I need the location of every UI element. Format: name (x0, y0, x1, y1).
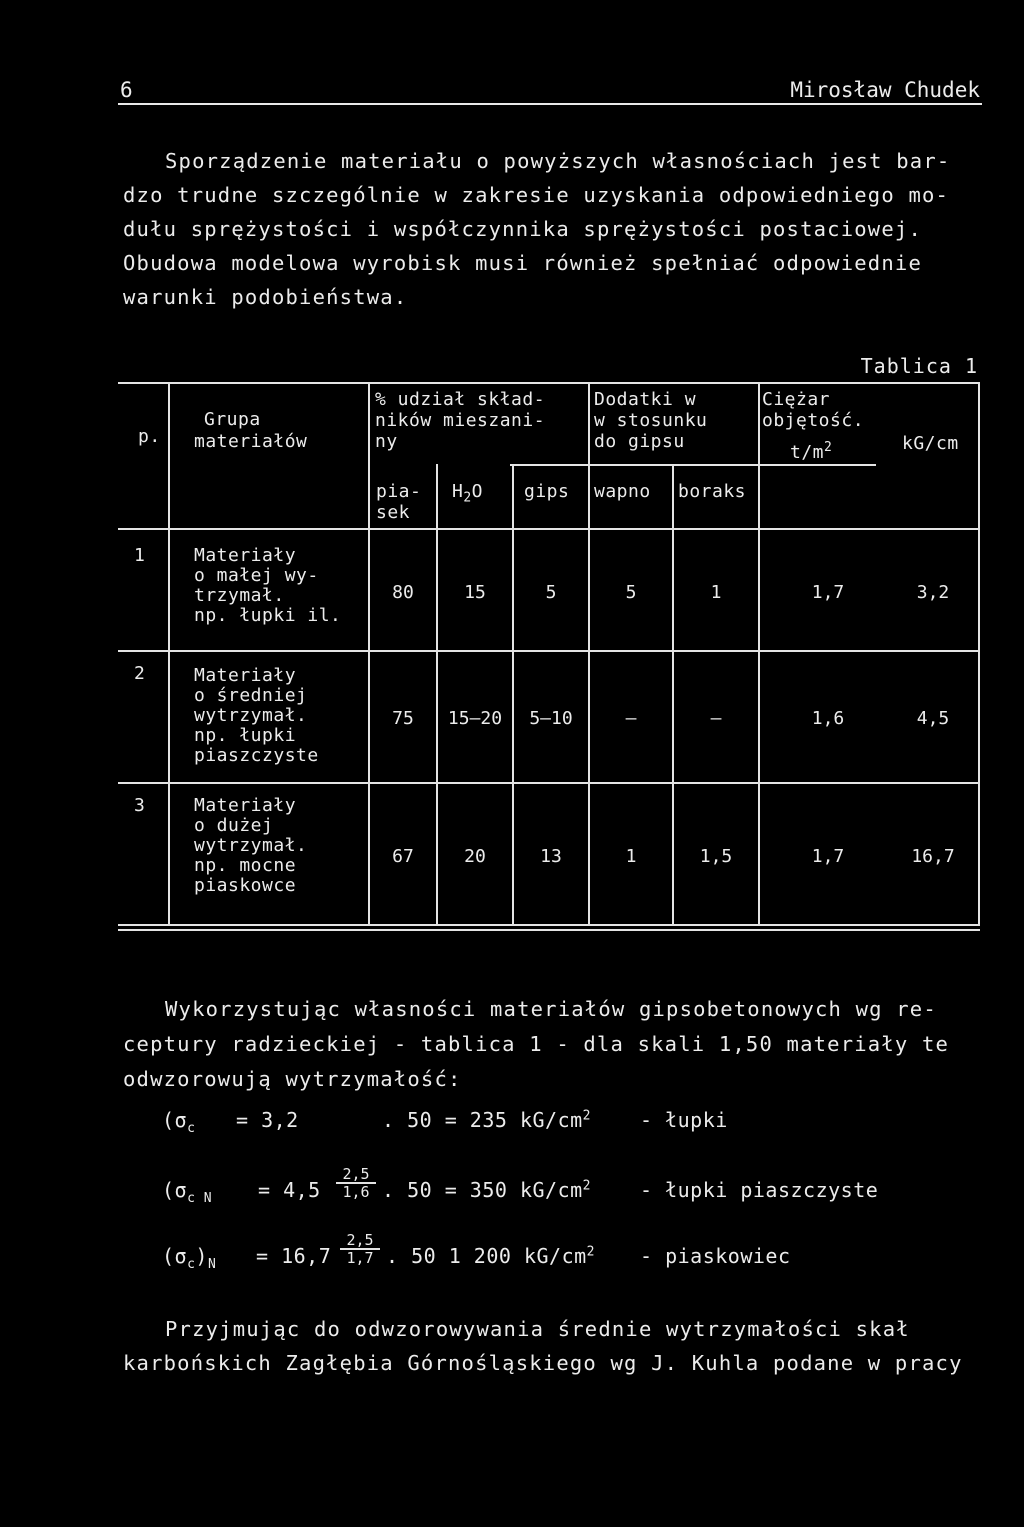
subheader-water: $H_2O$ (452, 481, 484, 506)
row-group: Materiały (194, 795, 297, 816)
subheader-lime: wapno (594, 481, 651, 502)
paragraph-line: ceptury radzieckiej - tablica 1 - dla skali 1,50 materiały te (123, 1032, 950, 1056)
cell-sand: 67 (392, 846, 414, 867)
paragraph-line: Sporządzenie materiału o powyższych własnościach jest bar- (165, 149, 951, 173)
row-group: wytrzymał. (194, 835, 308, 856)
header-weight-unit: $t/m^2$ (790, 440, 833, 463)
header-additives: w stosunku (594, 410, 708, 431)
header-additives: do gipsu (594, 431, 685, 452)
row-group: piaszczyste (194, 745, 319, 766)
equation-lhs: ($\sigma_{c N}$ (162, 1178, 213, 1206)
header-weight-unit: kG/cm (902, 433, 959, 454)
header-lp: p. (138, 426, 161, 447)
paragraph-line: dułu sprężystości i współczynnika sprężystości postaciowej. (123, 217, 922, 241)
equation-result: . 50 1 200 $kG/cm^2$ (386, 1244, 595, 1268)
page-number: 6 (120, 78, 133, 102)
row-group: Materiały (194, 545, 297, 566)
paragraph-line: Przyjmując do odwzorowywania średnie wytrzymałości skał (165, 1317, 910, 1341)
cell-weight-t: 1,7 (811, 582, 845, 603)
cell-lime: 1 (625, 846, 637, 867)
cell-borax: 1,5 (699, 846, 733, 867)
cell-lime: – (625, 708, 637, 729)
row-group: o małej wy- (194, 565, 319, 586)
paragraph-line: karbońskich Zagłębia Górnośląskiego wg J. Kuhla podane w pracy (123, 1351, 963, 1375)
header-weight: Ciężar (762, 389, 831, 410)
equation-material: - łupki (640, 1108, 728, 1132)
cell-weight-kg: 16,7 (911, 846, 955, 867)
cell-weight-t: 1,6 (811, 708, 845, 729)
cell-gypsum: 5–10 (529, 708, 573, 729)
equation-lhs: ($\sigma_c$ (162, 1108, 196, 1136)
equation-value: = 3,2 (236, 1108, 299, 1132)
equation-lhs: $(\sigma_c)_N$ (162, 1244, 217, 1272)
row-lp: 3 (134, 795, 146, 816)
row-group: wytrzymał. (194, 705, 308, 726)
cell-sand: 75 (392, 708, 414, 729)
cell-borax: – (710, 708, 722, 729)
header-additives: Dodatki w (594, 389, 697, 410)
equation-fraction (340, 1232, 380, 1266)
row-group: Materiały (194, 665, 297, 686)
row-lp: 2 (134, 663, 146, 684)
paragraph-line: Wykorzystując własności materiałów gipsobetonowych wg re- (165, 997, 937, 1021)
row-lp: 1 (134, 545, 146, 566)
equation-material: - łupki piaszczyste (640, 1178, 879, 1202)
equation-value: = 4,5 (258, 1178, 321, 1202)
paragraph-line: odwzorowują wytrzymałość: (123, 1067, 462, 1091)
running-header-author: Mirosław Chudek (790, 78, 980, 102)
fraction-denominator: 1,6 (336, 1182, 376, 1200)
header-components: ny (375, 431, 398, 452)
cell-borax: 1 (710, 582, 722, 603)
equation-value: = 16,7 (256, 1244, 332, 1268)
row-group: np. mocne (194, 855, 297, 876)
cell-weight-kg: 3,2 (916, 582, 950, 603)
paragraph-line: Obudowa modelowa wyrobisk musi również spełniać odpowiednie (123, 251, 922, 275)
header-group: materiałów (194, 431, 308, 452)
header-components: ników mieszani- (375, 410, 546, 431)
equation-result: . 50 = 235 $kG/cm^2$ (382, 1108, 591, 1132)
cell-lime: 5 (625, 582, 637, 603)
subheader-sand: sek (376, 502, 411, 523)
subheader-borax: boraks (678, 481, 747, 502)
cell-sand: 80 (392, 582, 414, 603)
row-group: trzymał. (194, 585, 285, 606)
subheader-sand: pia- (376, 481, 422, 502)
cell-water: 15 (464, 582, 486, 603)
table-caption: Tablica 1 (860, 354, 978, 378)
row-group: o średniej (194, 685, 308, 706)
header-rule (118, 103, 982, 105)
header-weight: objętość. (762, 410, 865, 431)
equation-material: - piaskowiec (640, 1244, 791, 1268)
cell-water: 20 (464, 846, 486, 867)
cell-gypsum: 13 (540, 846, 562, 867)
row-group: np. łupki (194, 725, 297, 746)
equation-result: . 50 = 350 $kG/cm^2$ (382, 1178, 591, 1202)
cell-weight-t: 1,7 (811, 846, 845, 867)
paragraph-line: dzo trudne szczególnie w zakresie uzyskania odpowiedniego mo- (123, 183, 950, 207)
fraction-denominator: 1,7 (340, 1248, 380, 1266)
subheader-gypsum: gips (524, 481, 570, 502)
paragraph-line: warunki podobieństwa. (123, 285, 408, 309)
fraction-numerator: 2,5 (346, 1231, 374, 1249)
cell-weight-kg: 4,5 (916, 708, 950, 729)
cell-water: 15–20 (447, 708, 503, 729)
header-group: Grupa (204, 409, 261, 430)
cell-gypsum: 5 (545, 582, 557, 603)
row-group: o dużej (194, 815, 274, 836)
row-group: np. łupki il. (194, 605, 342, 626)
fraction-numerator: 2,5 (342, 1165, 370, 1183)
header-components: % udział skład- (375, 389, 546, 410)
row-group: piaskowce (194, 875, 297, 896)
equation-fraction (336, 1166, 376, 1200)
